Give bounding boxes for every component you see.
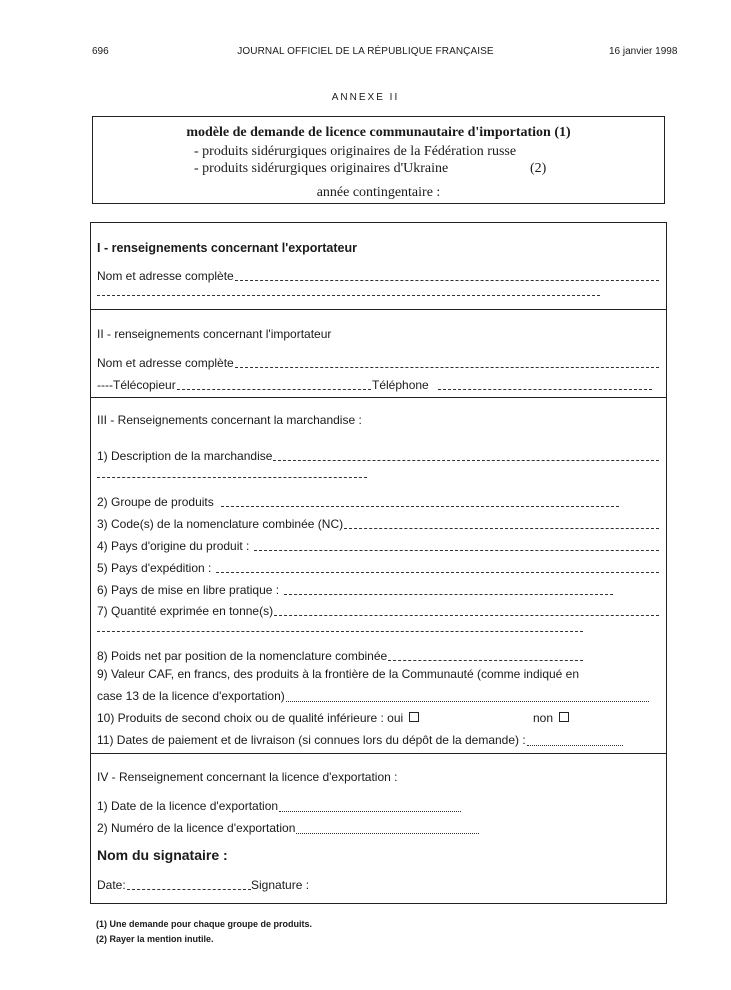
form-title: modèle de demande de licence communautaire d'importation (1) bbox=[186, 125, 571, 140]
footnote-2: (2) Rayer la mention inutile. bbox=[96, 934, 214, 944]
second-choice-row: 10) Produits de second choix ou de qualité inférieure : oui bbox=[97, 711, 419, 727]
product-group-field[interactable]: 2) Groupe de produits bbox=[97, 495, 619, 511]
signatory-name-label: Nom du signataire : bbox=[97, 847, 228, 863]
annexe-label: ANNEXE II bbox=[331, 92, 400, 103]
free-circulation-country-field[interactable]: 6) Pays de mise en libre pratique : bbox=[97, 583, 613, 599]
nc-code-field[interactable]: 3) Code(s) de la nomenclature combinée (NC) bbox=[97, 517, 659, 533]
section-goods-heading: III - Renseignements concernant la marchandise : bbox=[97, 413, 362, 427]
importer-name-label: Nom et adresse complète bbox=[97, 356, 234, 370]
fax-label: ----Télécopieur bbox=[97, 378, 176, 392]
importer-phone-field[interactable] bbox=[372, 378, 652, 394]
origin-country-field[interactable]: 4) Pays d'origine du produit : bbox=[97, 539, 659, 555]
section-importer-heading: II - renseignements concernant l'importateur bbox=[97, 327, 332, 341]
section-exporter-heading: I - renseignements concernant l'exportateur bbox=[97, 241, 357, 255]
quantity-line[interactable] bbox=[97, 631, 583, 632]
second-choice-no: non bbox=[533, 711, 569, 727]
exporter-address-line[interactable] bbox=[97, 295, 600, 296]
importer-name-field[interactable] bbox=[97, 356, 659, 372]
payment-delivery-dates-field[interactable]: 11) Dates de paiement et de livraison (si connues lors du dépôt de la demande) : bbox=[97, 733, 623, 749]
exporter-name-field[interactable] bbox=[97, 269, 659, 285]
importer-fax-field[interactable] bbox=[97, 378, 371, 394]
phone-label: Téléphone bbox=[372, 378, 429, 392]
signature-field[interactable]: Signature : bbox=[251, 878, 310, 892]
signature-date-field[interactable]: Date: bbox=[97, 878, 251, 894]
quota-year-label: année contingentaire : bbox=[316, 185, 441, 200]
no-checkbox[interactable] bbox=[559, 712, 569, 722]
exporter-name-label: Nom et adresse complète bbox=[97, 269, 234, 283]
publication-date: 16 janvier 1998 bbox=[609, 46, 678, 57]
shipping-country-field[interactable]: 5) Pays d'expédition : bbox=[97, 561, 659, 577]
product-line-russia: - produits sidérurgiques originaires de la Fédération russe bbox=[194, 144, 517, 159]
application-form bbox=[90, 222, 667, 904]
section-export-licence-heading: IV - Renseignement concernant la licence d'exportation : bbox=[97, 770, 398, 784]
licence-number-field[interactable]: 2) Numéro de la licence d'exportation bbox=[97, 821, 479, 837]
journal-title: JOURNAL OFFICIEL DE LA RÉPUBLIQUE FRANÇAISE bbox=[237, 46, 494, 57]
section-divider bbox=[91, 753, 666, 754]
page-number: 696 bbox=[92, 46, 109, 57]
section-divider bbox=[91, 309, 666, 310]
footnote-ref-2: (2) bbox=[530, 161, 547, 176]
cif-value-field[interactable]: case 13 de la licence d'exportation) bbox=[97, 689, 649, 705]
licence-date-field[interactable]: 1) Date de la licence d'exportation bbox=[97, 799, 461, 815]
cif-value-text: 9) Valeur CAF, en francs, des produits à la frontière de la Communauté (comme indiqué en bbox=[97, 667, 580, 681]
product-line-ukraine: - produits sidérurgiques originaires d'Ukraine bbox=[194, 161, 449, 176]
section-divider bbox=[91, 397, 666, 398]
yes-checkbox[interactable] bbox=[409, 712, 419, 722]
form-title-box bbox=[92, 116, 665, 204]
goods-description-line[interactable] bbox=[97, 477, 367, 478]
net-weight-field[interactable]: 8) Poids net par position de la nomenclature combinée bbox=[97, 649, 583, 665]
quantity-field[interactable]: 7) Quantité exprimée en tonne(s) bbox=[97, 604, 659, 620]
footnote-1: (1) Une demande pour chaque groupe de produits. bbox=[96, 919, 313, 929]
goods-description-field[interactable]: 1) Description de la marchandise bbox=[97, 449, 659, 465]
